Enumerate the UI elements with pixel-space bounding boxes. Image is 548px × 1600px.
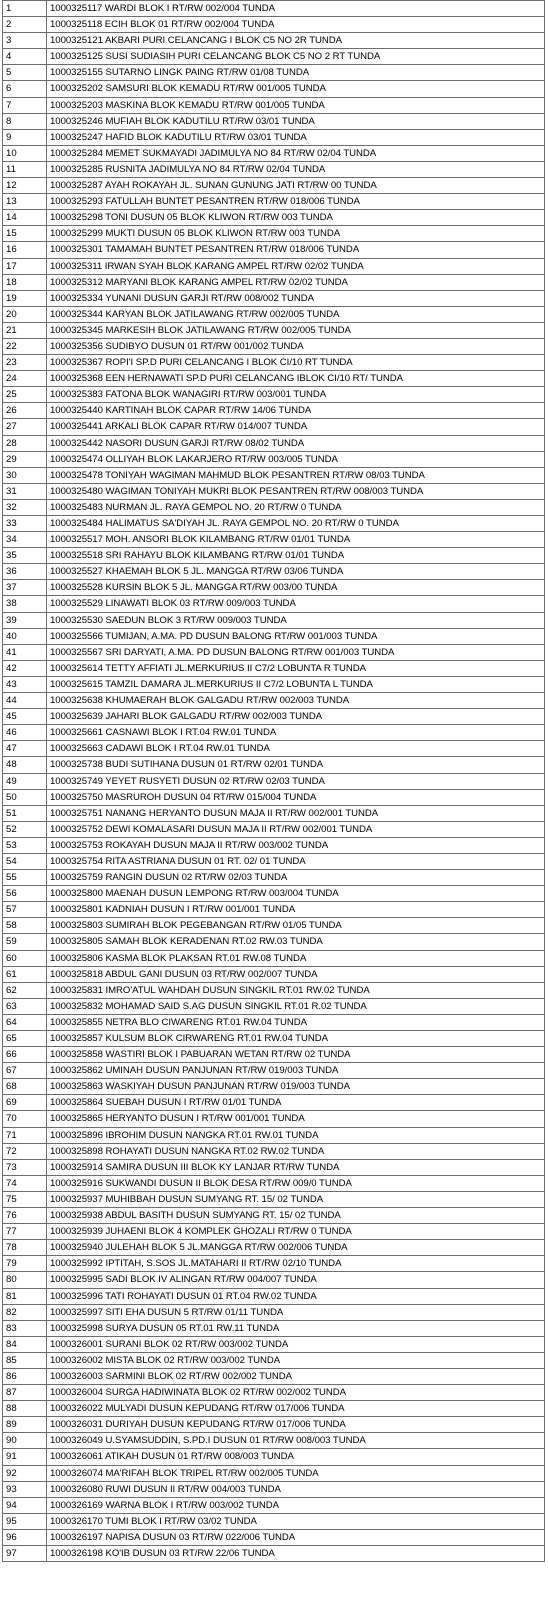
row-number-cell[interactable]: 49	[3, 773, 47, 789]
table-row	[3, 773, 545, 789]
row-number-cell[interactable]: 75	[3, 1191, 47, 1207]
record-cell[interactable]: 1000325938 ABDUL BASITH DUSUN SUMYANG RT. 15/ 02 TUNDA	[47, 1208, 545, 1224]
row-number-cell[interactable]: 88	[3, 1401, 47, 1417]
table-row	[3, 741, 545, 757]
table-row	[3, 1256, 545, 1272]
record-cell[interactable]: 1000325831 IMRO'ATUL WAHDAH DUSUN SINGKIL RT.01 RW.02 TUNDA	[47, 982, 545, 998]
record-cell[interactable]: 1000325914 SAMIRA DUSUN III BLOK KY LANJAR RT/RW TUNDA	[47, 1159, 545, 1175]
row-number-cell[interactable]: 43	[3, 676, 47, 692]
table-row	[3, 161, 545, 177]
table-row	[3, 1175, 545, 1191]
row-number-cell[interactable]: 73	[3, 1159, 47, 1175]
row-number-cell[interactable]: 11	[3, 161, 47, 177]
row-number-cell[interactable]: 94	[3, 1497, 47, 1513]
data-table	[2, 0, 545, 1562]
record-cell[interactable]: 1000325367 ROPI'I SP.D PURI CELANCANG I BLOK CI/10 RT TUNDA	[47, 355, 545, 371]
table-row	[3, 644, 545, 660]
table-row	[3, 1047, 545, 1063]
table-row	[3, 1401, 545, 1417]
record-cell[interactable]: 1000325299 MUKTI DUSUN 05 BLOK KLIWON RT/RW 003 TUNDA	[47, 226, 545, 242]
row-number-cell[interactable]: 21	[3, 322, 47, 338]
row-number-cell[interactable]: 26	[3, 403, 47, 419]
row-number-cell[interactable]: 30	[3, 467, 47, 483]
row-number-cell[interactable]: 64	[3, 1014, 47, 1030]
table-row	[3, 258, 545, 274]
table-row	[3, 1014, 545, 1030]
table-row	[3, 950, 545, 966]
row-number-cell[interactable]: 39	[3, 612, 47, 628]
table-row	[3, 982, 545, 998]
record-cell[interactable]: 1000325517 MOH. ANSORI BLOK KILAMBANG RT/RW 01/01 TUNDA	[47, 532, 545, 548]
table-row	[3, 821, 545, 837]
row-number-cell[interactable]: 27	[3, 419, 47, 435]
table-row	[3, 178, 545, 194]
row-number-cell[interactable]: 22	[3, 338, 47, 354]
row-number-cell[interactable]: 35	[3, 548, 47, 564]
record-cell[interactable]: 1000325566 TUMIJAN, A.MA. PD DUSUN BALONG RT/RW 001/003 TUNDA	[47, 628, 545, 644]
row-number-cell[interactable]: 93	[3, 1481, 47, 1497]
table-row	[3, 194, 545, 210]
row-number-cell[interactable]: 51	[3, 805, 47, 821]
record-cell[interactable]: 1000326022 MULYADI DUSUN KEPUDANG RT/RW 017/006 TUNDA	[47, 1401, 545, 1417]
record-cell[interactable]: 1000326004 SURGA HADIWINATA BLOK 02 RT/RW 002/002 TUNDA	[47, 1385, 545, 1401]
table-row	[3, 1336, 545, 1352]
row-number-cell[interactable]: 67	[3, 1063, 47, 1079]
record-cell[interactable]: 1000325753 ROKAYAH DUSUN MAJA II RT/RW 003/002 TUNDA	[47, 837, 545, 853]
table-row	[3, 1433, 545, 1449]
table-row	[3, 1095, 545, 1111]
table-row	[3, 1529, 545, 1545]
table-row	[3, 435, 545, 451]
row-number-cell[interactable]: 95	[3, 1513, 47, 1529]
table-row	[3, 113, 545, 129]
row-number-cell[interactable]: 71	[3, 1127, 47, 1143]
record-cell[interactable]: 1000325312 MARYANI BLOK KARANG AMPEL RT/RW 02/02 TUNDA	[47, 274, 545, 290]
record-cell[interactable]: 1000325287 AYAH ROKAYAH JL. SUNAN GUNUNG JATI RT/RW 00 TUNDA	[47, 178, 545, 194]
record-cell[interactable]: 1000325518 SRI RAHAYU BLOK KILAMBANG RT/RW 01/01 TUNDA	[47, 548, 545, 564]
row-number-cell[interactable]: 48	[3, 757, 47, 773]
table-row	[3, 17, 545, 33]
row-number-cell[interactable]: 61	[3, 966, 47, 982]
table-body	[3, 1, 545, 1562]
row-number-cell[interactable]: 36	[3, 564, 47, 580]
table-row	[3, 918, 545, 934]
table-row	[3, 1546, 545, 1562]
record-cell[interactable]: 1000325661 CASNAWI BLOK I RT.04 RW.01 TUNDA	[47, 725, 545, 741]
table-row	[3, 886, 545, 902]
record-cell[interactable]: 1000325285 RUSNITA JADIMULYA NO 84 RT/RW 02/04 TUNDA	[47, 161, 545, 177]
table-row	[3, 1449, 545, 1465]
record-cell[interactable]: 1000325247 HAFID BLOK KADUTILU RT/RW 03/01 TUNDA	[47, 129, 545, 145]
table-row	[3, 1159, 545, 1175]
row-number-cell[interactable]: 87	[3, 1385, 47, 1401]
row-number-cell[interactable]: 4	[3, 49, 47, 65]
row-number-cell[interactable]: 89	[3, 1417, 47, 1433]
row-number-cell[interactable]: 59	[3, 934, 47, 950]
table-row	[3, 676, 545, 692]
table-row	[3, 934, 545, 950]
row-number-cell[interactable]: 34	[3, 532, 47, 548]
record-cell[interactable]: 1000325818 ABDUL GANI DUSUN 03 RT/RW 002/007 TUNDA	[47, 966, 545, 982]
table-row	[3, 419, 545, 435]
table-row	[3, 451, 545, 467]
row-number-cell[interactable]: 79	[3, 1256, 47, 1272]
table-row	[3, 1465, 545, 1481]
record-cell[interactable]: 1000326001 SURANI BLOK 02 RT/RW 003/002 TUNDA	[47, 1336, 545, 1352]
table-row	[3, 805, 545, 821]
table-row	[3, 612, 545, 628]
table-row	[3, 660, 545, 676]
table-row	[3, 1288, 545, 1304]
table-row	[3, 1127, 545, 1143]
record-cell[interactable]: 1000325478 TONIYAH WAGIMAN MAHMUD BLOK PESANTREN RT/RW 08/03 TUNDA	[47, 467, 545, 483]
record-cell[interactable]: 1000325863 WASKIYAH DUSUN PANJUNAN RT/RW 019/003 TUNDA	[47, 1079, 545, 1095]
table-row	[3, 1240, 545, 1256]
record-cell[interactable]: 1000325615 TAMZIL DAMARA JL.MERKURIUS II C7/2 LOBUNTA L TUNDA	[47, 676, 545, 692]
row-number-cell[interactable]: 53	[3, 837, 47, 853]
row-number-cell[interactable]: 29	[3, 451, 47, 467]
table-row	[3, 1368, 545, 1384]
record-cell[interactable]: 1000325203 MASKINA BLOK KEMADU RT/RW 001/005 TUNDA	[47, 97, 545, 113]
table-row	[3, 1385, 545, 1401]
table-row	[3, 1497, 545, 1513]
row-number-cell[interactable]: 63	[3, 998, 47, 1014]
row-number-cell[interactable]: 33	[3, 516, 47, 532]
table-row	[3, 693, 545, 709]
row-number-cell[interactable]: 17	[3, 258, 47, 274]
record-cell[interactable]: 1000325750 MASRUROH DUSUN 04 RT/RW 015/004 TUNDA	[47, 789, 545, 805]
record-cell[interactable]: 1000325125 SUSI SUDIASIH PURI CELANCANG BLOK C5 NO 2 RT TUNDA	[47, 49, 545, 65]
record-cell[interactable]: 1000325803 SUMIRAH BLOK PEGEBANGAN RT/RW 01/05 TUNDA	[47, 918, 545, 934]
record-cell[interactable]: 1000325567 SRI DARYATI, A.MA. PD DUSUN BALONG RT/RW 001/003 TUNDA	[47, 644, 545, 660]
record-cell[interactable]: 1000325368 EEN HERNAWATI SP.D PURI CELANCANG IBLOK CI/10 RT/ TUNDA	[47, 371, 545, 387]
row-number-cell[interactable]: 31	[3, 483, 47, 499]
table-row	[3, 1111, 545, 1127]
record-cell[interactable]: 1000325441 ARKALI BLOK CAPAR RT/RW 014/007 TUNDA	[47, 419, 545, 435]
table-row	[3, 870, 545, 886]
record-cell[interactable]: 1000325202 SAMSURI BLOK KEMADU RT/RW 001/005 TUNDA	[47, 81, 545, 97]
table-row	[3, 403, 545, 419]
table-row	[3, 49, 545, 65]
row-number-cell[interactable]: 5	[3, 65, 47, 81]
row-number-cell[interactable]: 68	[3, 1079, 47, 1095]
row-number-cell[interactable]: 8	[3, 113, 47, 129]
record-cell[interactable]: 1000325855 NETRA BLO CIWARENG RT.01 RW.04 TUNDA	[47, 1014, 545, 1030]
table-row	[3, 966, 545, 982]
record-cell[interactable]: 1000325800 MAENAH DUSUN LEMPONG RT/RW 003/004 TUNDA	[47, 886, 545, 902]
table-row	[3, 290, 545, 306]
record-cell[interactable]: 1000325117 WARDI BLOK I RT/RW 002/004 TUNDA	[47, 1, 545, 17]
table-row	[3, 1352, 545, 1368]
record-cell[interactable]: 1000325998 SURYA DUSUN 05 RT.01 RW.11 TUNDA	[47, 1320, 545, 1336]
row-number-cell[interactable]: 82	[3, 1304, 47, 1320]
table-row	[3, 129, 545, 145]
table-row	[3, 725, 545, 741]
record-cell[interactable]: 1000326170 TUMI BLOK I RT/RW 03/02 TUNDA	[47, 1513, 545, 1529]
record-cell[interactable]: 1000325995 SADI BLOK IV ALINGAN RT/RW 004/007 TUNDA	[47, 1272, 545, 1288]
record-cell[interactable]: 1000325155 SUTARNO LINGK PAING RT/RW 01/08 TUNDA	[47, 65, 545, 81]
row-number-cell[interactable]: 81	[3, 1288, 47, 1304]
table-row	[3, 709, 545, 725]
table-row	[3, 145, 545, 161]
record-cell[interactable]: 1000325639 JAHARI BLOK GALGADU RT/RW 002/003 TUNDA	[47, 709, 545, 725]
row-number-cell[interactable]: 3	[3, 33, 47, 49]
row-number-cell[interactable]: 19	[3, 290, 47, 306]
row-number-cell[interactable]: 16	[3, 242, 47, 258]
record-cell[interactable]: 1000326080 RUWI DUSUN II RT/RW 004/003 TUNDA	[47, 1481, 545, 1497]
row-number-cell[interactable]: 78	[3, 1240, 47, 1256]
row-number-cell[interactable]: 2	[3, 17, 47, 33]
row-number-cell[interactable]: 13	[3, 194, 47, 210]
record-cell[interactable]: 1000325529 LINAWATI BLOK 03 RT/RW 009/003 TUNDA	[47, 596, 545, 612]
table-row	[3, 902, 545, 918]
record-cell[interactable]: 1000325311 IRWAN SYAH BLOK KARANG AMPEL RT/RW 02/02 TUNDA	[47, 258, 545, 274]
record-cell[interactable]: 1000325996 TATI ROHAYATI DUSUN 01 RT.04 RW.02 TUNDA	[47, 1288, 545, 1304]
record-cell[interactable]: 1000325759 RANGIN DUSUN 02 RT/RW 02/03 TUNDA	[47, 870, 545, 886]
row-number-cell[interactable]: 23	[3, 355, 47, 371]
row-number-cell[interactable]: 97	[3, 1546, 47, 1562]
table-row	[3, 1208, 545, 1224]
record-cell[interactable]: 1000325442 NASORI DUSUN GARJI RT/RW 08/02 TUNDA	[47, 435, 545, 451]
row-number-cell[interactable]: 47	[3, 741, 47, 757]
row-number-cell[interactable]: 38	[3, 596, 47, 612]
record-cell[interactable]: 1000325864 SUEBAH DUSUN I RT/RW 01/01 TUNDA	[47, 1095, 545, 1111]
row-number-cell[interactable]: 96	[3, 1529, 47, 1545]
record-cell[interactable]: 1000326198 KO'IB DUSUN 03 RT/RW 22/06 TUNDA	[47, 1546, 545, 1562]
table-row	[3, 548, 545, 564]
record-cell[interactable]: 1000325896 IBROHIM DUSUN NANGKA RT.01 RW.01 TUNDA	[47, 1127, 545, 1143]
table-row	[3, 33, 545, 49]
record-cell[interactable]: 1000325474 OLLIYAH BLOK LAKARJERO RT/RW 003/005 TUNDA	[47, 451, 545, 467]
table-row	[3, 580, 545, 596]
table-row	[3, 1224, 545, 1240]
table-row	[3, 274, 545, 290]
record-cell[interactable]: 1000325832 MOHAMAD SAID S.AG DUSUN SINGKIL RT.01 R.02 TUNDA	[47, 998, 545, 1014]
row-number-cell[interactable]: 69	[3, 1095, 47, 1111]
table-row	[3, 226, 545, 242]
table-row	[3, 837, 545, 853]
row-number-cell[interactable]: 70	[3, 1111, 47, 1127]
row-number-cell[interactable]: 56	[3, 886, 47, 902]
table-row	[3, 596, 545, 612]
row-number-cell[interactable]: 55	[3, 870, 47, 886]
row-number-cell[interactable]: 83	[3, 1320, 47, 1336]
record-cell[interactable]: 1000325527 KHAEMAH BLOK 5 JL. MANGGA RT/RW 03/06 TUNDA	[47, 564, 545, 580]
record-cell[interactable]: 1000325801 KADNIAH DUSUN I RT/RW 001/001 TUNDA	[47, 902, 545, 918]
table-row	[3, 1, 545, 17]
record-cell[interactable]: 1000325284 MEMET SUKMAYADI JADIMULYA NO 84 RT/RW 02/04 TUNDA	[47, 145, 545, 161]
row-number-cell[interactable]: 1	[3, 1, 47, 17]
row-number-cell[interactable]: 52	[3, 821, 47, 837]
record-cell[interactable]: 1000325480 WAGIMAN TONIYAH MUKRI BLOK PESANTREN RT/RW 008/003 TUNDA	[47, 483, 545, 499]
row-number-cell[interactable]: 15	[3, 226, 47, 242]
table-row	[3, 210, 545, 226]
record-cell[interactable]: 1000325638 KHUMAERAH BLOK GALGADU RT/RW 002/003 TUNDA	[47, 693, 545, 709]
row-number-cell[interactable]: 54	[3, 853, 47, 869]
record-cell[interactable]: 1000325940 JULEHAH BLOK 5 JL.MANGGA RT/RW 002/006 TUNDA	[47, 1240, 545, 1256]
table-row	[3, 371, 545, 387]
row-number-cell[interactable]: 74	[3, 1175, 47, 1191]
row-number-cell[interactable]: 14	[3, 210, 47, 226]
record-cell[interactable]: 1000325752 DEWI KOMALASARI DUSUN MAJA II RT/RW 002/001 TUNDA	[47, 821, 545, 837]
row-number-cell[interactable]: 85	[3, 1352, 47, 1368]
record-cell[interactable]: 1000325749 YEYET RUSYETI DUSUN 02 RT/RW 02/03 TUNDA	[47, 773, 545, 789]
record-cell[interactable]: 1000326074 MA'RIFAH BLOK TRIPEL RT/RW 002/005 TUNDA	[47, 1465, 545, 1481]
row-number-cell[interactable]: 18	[3, 274, 47, 290]
table-row	[3, 853, 545, 869]
table-row	[3, 338, 545, 354]
table-row	[3, 65, 545, 81]
record-cell[interactable]: 1000325356 SUDIBYO DUSUN 01 RT/RW 001/002 TUNDA	[47, 338, 545, 354]
table-row	[3, 1063, 545, 1079]
record-cell[interactable]: 1000326197 NAPISA DUSUN 03 RT/RW 022/006 TUNDA	[47, 1529, 545, 1545]
record-cell[interactable]: 1000326049 U.SYAMSUDDIN, S.PD.I DUSUN 01 RT/RW 008/003 TUNDA	[47, 1433, 545, 1449]
row-number-cell[interactable]: 76	[3, 1208, 47, 1224]
table-row	[3, 1320, 545, 1336]
record-cell[interactable]: 1000325937 MUHIBBAH DUSUN SUMYANG RT. 15/ 02 TUNDA	[47, 1191, 545, 1207]
table-row	[3, 998, 545, 1014]
record-cell[interactable]: 1000325298 TONI DUSUN 05 BLOK KLIWON RT/RW 003 TUNDA	[47, 210, 545, 226]
row-number-cell[interactable]: 24	[3, 371, 47, 387]
record-cell[interactable]: 1000325293 FATULLAH BUNTET PESANTREN RT/RW 018/006 TUNDA	[47, 194, 545, 210]
record-cell[interactable]: 1000325483 NURMAN JL. RAYA GEMPOL NO. 20 RT/RW 0 TUNDA	[47, 499, 545, 515]
record-cell[interactable]: 1000325344 KARYAN BLOK JATILAWANG RT/RW 002/005 TUNDA	[47, 306, 545, 322]
row-number-cell[interactable]: 40	[3, 628, 47, 644]
record-cell[interactable]: 1000325738 BUDI SUTIHANA DUSUN 01 RT/RW 02/01 TUNDA	[47, 757, 545, 773]
row-number-cell[interactable]: 28	[3, 435, 47, 451]
record-cell[interactable]: 1000325751 NANANG HERYANTO DUSUN MAJA II RT/RW 002/001 TUNDA	[47, 805, 545, 821]
record-cell[interactable]: 1000325440 KARTINAH BLOK CAPAR RT/RW 14/06 TUNDA	[47, 403, 545, 419]
row-number-cell[interactable]: 66	[3, 1047, 47, 1063]
row-number-cell[interactable]: 65	[3, 1031, 47, 1047]
record-cell[interactable]: 1000325530 SAEDUN BLOK 3 RT/RW 009/003 TUNDA	[47, 612, 545, 628]
record-cell[interactable]: 1000325997 SITI EHA DUSUN 5 RT/RW 01/11 TUNDA	[47, 1304, 545, 1320]
table-row	[3, 1031, 545, 1047]
record-cell[interactable]: 1000325121 AKBARI PURI CELANCANG I BLOK C5 NO 2R TUNDA	[47, 33, 545, 49]
row-number-cell[interactable]: 12	[3, 178, 47, 194]
row-number-cell[interactable]: 62	[3, 982, 47, 998]
record-cell[interactable]: 1000325857 KULSUM BLOK CIRWARENG RT.01 RW.04 TUNDA	[47, 1031, 545, 1047]
table-row	[3, 789, 545, 805]
row-number-cell[interactable]: 42	[3, 660, 47, 676]
record-cell[interactable]: 1000325334 YUNANI DUSUN GARJI RT/RW 008/002 TUNDA	[47, 290, 545, 306]
table-row	[3, 483, 545, 499]
record-cell[interactable]: 1000325992 IPTITAH, S.SOS JL.MATAHARI II RT/RW 02/10 TUNDA	[47, 1256, 545, 1272]
record-cell[interactable]: 1000326002 MISTA BLOK 02 RT/RW 003/002 TUNDA	[47, 1352, 545, 1368]
table-row	[3, 81, 545, 97]
record-cell[interactable]: 1000325754 RITA ASTRIANA DUSUN 01 RT. 02/ 01 TUNDA	[47, 853, 545, 869]
row-number-cell[interactable]: 44	[3, 693, 47, 709]
record-cell[interactable]: 1000325805 SAMAH BLOK KERADENAN RT.02 RW.03 TUNDA	[47, 934, 545, 950]
record-cell[interactable]: 1000325246 MUFIAH BLOK KADUTILU RT/RW 03/01 TUNDA	[47, 113, 545, 129]
record-cell[interactable]: 1000326169 WARNA BLOK I RT/RW 003/002 TUNDA	[47, 1497, 545, 1513]
record-cell[interactable]: 1000325898 ROHAYATI DUSUN NANGKA RT.02 RW.02 TUNDA	[47, 1143, 545, 1159]
table-row	[3, 1191, 545, 1207]
row-number-cell[interactable]: 20	[3, 306, 47, 322]
table-row	[3, 516, 545, 532]
record-cell[interactable]: 1000325916 SUKWANDI DUSUN II BLOK DESA RT/RW 009/0 TUNDA	[47, 1175, 545, 1191]
row-number-cell[interactable]: 6	[3, 81, 47, 97]
table-row	[3, 355, 545, 371]
table-row	[3, 564, 545, 580]
row-number-cell[interactable]: 86	[3, 1368, 47, 1384]
row-number-cell[interactable]: 80	[3, 1272, 47, 1288]
record-cell[interactable]: 1000326031 DURIYAH DUSUN KEPUDANG RT/RW 017/006 TUNDA	[47, 1417, 545, 1433]
record-cell[interactable]: 1000325862 UMINAH DUSUN PANJUNAN RT/RW 019/003 TUNDA	[47, 1063, 545, 1079]
table-row	[3, 1143, 545, 1159]
table-row	[3, 467, 545, 483]
record-cell[interactable]: 1000326003 SARMINI BLOK 02 RT/RW 002/002 TUNDA	[47, 1368, 545, 1384]
row-number-cell[interactable]: 92	[3, 1465, 47, 1481]
row-number-cell[interactable]: 72	[3, 1143, 47, 1159]
row-number-cell[interactable]: 45	[3, 709, 47, 725]
record-cell[interactable]: 1000325663 CADAWI BLOK I RT.04 RW.01 TUNDA	[47, 741, 545, 757]
table-row	[3, 1513, 545, 1529]
table-row	[3, 1079, 545, 1095]
table-row	[3, 628, 545, 644]
row-number-cell[interactable]: 32	[3, 499, 47, 515]
row-number-cell[interactable]: 46	[3, 725, 47, 741]
row-number-cell[interactable]: 84	[3, 1336, 47, 1352]
table-row	[3, 532, 545, 548]
table-row	[3, 242, 545, 258]
row-number-cell[interactable]: 58	[3, 918, 47, 934]
table-row	[3, 322, 545, 338]
table-row	[3, 1481, 545, 1497]
record-cell[interactable]: 1000325118 ECIH BLOK 01 RT/RW 002/004 TUNDA	[47, 17, 545, 33]
row-number-cell[interactable]: 10	[3, 145, 47, 161]
table-row	[3, 499, 545, 515]
row-number-cell[interactable]: 60	[3, 950, 47, 966]
record-cell[interactable]: 1000325301 TAMAMAH BUNTET PESANTREN RT/RW 018/006 TUNDA	[47, 242, 545, 258]
record-cell[interactable]: 1000325484 HALIMATUS SA'DIYAH JL. RAYA GEMPOL NO. 20 RT/RW 0 TUNDA	[47, 516, 545, 532]
row-number-cell[interactable]: 9	[3, 129, 47, 145]
record-cell[interactable]: 1000325865 HERYANTO DUSUN I RT/RW 001/001 TUNDA	[47, 1111, 545, 1127]
record-cell[interactable]: 1000325345 MARKESIH BLOK JATILAWANG RT/RW 002/005 TUNDA	[47, 322, 545, 338]
row-number-cell[interactable]: 90	[3, 1433, 47, 1449]
record-cell[interactable]: 1000325939 JUHAENI BLOK 4 KOMPLEK GHOZALI RT/RW 0 TUNDA	[47, 1224, 545, 1240]
record-cell[interactable]: 1000325528 KURSIN BLOK 5 JL. MANGGA RT/RW 003/00 TUNDA	[47, 580, 545, 596]
row-number-cell[interactable]: 37	[3, 580, 47, 596]
table-row	[3, 1304, 545, 1320]
record-cell[interactable]: 1000325614 TETTY AFFIATI JL.MERKURIUS II C7/2 LOBUNTA R TUNDA	[47, 660, 545, 676]
record-cell[interactable]: 1000325858 WASTIRI BLOK I PABUARAN WETAN RT/RW 02 TUNDA	[47, 1047, 545, 1063]
table-row	[3, 97, 545, 113]
row-number-cell[interactable]: 91	[3, 1449, 47, 1465]
table-row	[3, 1272, 545, 1288]
row-number-cell[interactable]: 57	[3, 902, 47, 918]
record-cell[interactable]: 1000325806 KASMA BLOK PLAKSAN RT.01 RW.08 TUNDA	[47, 950, 545, 966]
row-number-cell[interactable]: 7	[3, 97, 47, 113]
table-row	[3, 306, 545, 322]
row-number-cell[interactable]: 50	[3, 789, 47, 805]
table-row	[3, 387, 545, 403]
record-cell[interactable]: 1000325383 FATONA BLOK WANAGIRI RT/RW 003/001 TUNDA	[47, 387, 545, 403]
record-cell[interactable]: 1000326061 ATIKAH DUSUN 01 RT/RW 008/003 TUNDA	[47, 1449, 545, 1465]
row-number-cell[interactable]: 41	[3, 644, 47, 660]
row-number-cell[interactable]: 77	[3, 1224, 47, 1240]
table-row	[3, 757, 545, 773]
table-row	[3, 1417, 545, 1433]
row-number-cell[interactable]: 25	[3, 387, 47, 403]
